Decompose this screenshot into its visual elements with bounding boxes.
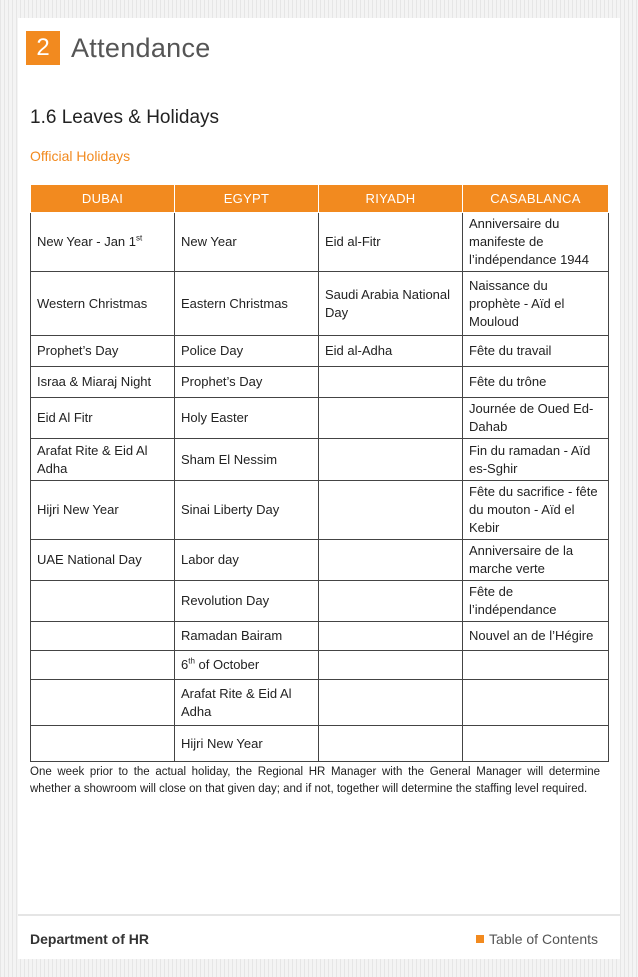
table-cell: 6th of October [175, 651, 319, 680]
table-cell: Eid Al Fitr [31, 398, 175, 439]
cell-text: New Year - Jan 1st [37, 233, 143, 249]
table-cell [319, 439, 463, 481]
table-cell: Holy Easter [175, 398, 319, 439]
table-cell [463, 680, 609, 726]
table-row [31, 439, 609, 481]
document-page [18, 18, 620, 959]
table-cell [319, 622, 463, 651]
table-cell: Fête de l’indépendance [463, 581, 609, 622]
holidays-table [30, 184, 609, 762]
table-cell: Fête du trône [463, 367, 609, 398]
column-header-casablanca: CASABLANCA [463, 185, 609, 213]
table-cell: UAE National Day [31, 540, 175, 581]
table-of-contents-label: Table of Contents [489, 931, 598, 947]
table-cell [463, 651, 609, 680]
table-cell: Eid al-Adha [319, 336, 463, 367]
table-cell: Revolution Day [175, 581, 319, 622]
square-bullet-icon [476, 935, 484, 943]
table-row [31, 213, 609, 272]
table-cell: Fête du sacrifice - fête du mouton - Aïd el Kebir [463, 481, 609, 540]
table-cell: Ramadan Bairam [175, 622, 319, 651]
table-cell [319, 726, 463, 762]
table-of-contents-link[interactable] [476, 931, 598, 947]
table-cell: Fête du travail [463, 336, 609, 367]
footer-department: Department of HR [30, 931, 150, 947]
table-cell: Hijri New Year [31, 481, 175, 540]
table-cell: Saudi Arabia National Day [319, 272, 463, 336]
table-cell [319, 680, 463, 726]
table-cell [31, 726, 175, 762]
table-cell [463, 726, 609, 762]
table-header-row [31, 185, 609, 213]
table-cell: Anniversaire du manifeste de l’indépendance 1944 [463, 213, 609, 272]
policy-note: One week prior to the actual holiday, the Regional HR Manager with the General Manager will determine whether a showroom will close on that given day; and if not, together will determine the staffing level required. [30, 766, 600, 795]
table-row [31, 581, 609, 622]
table-cell: Western Christmas [31, 272, 175, 336]
table-cell [31, 651, 175, 680]
chapter-title: Attendance [71, 32, 211, 63]
table-cell: Arafat Rite & Eid Al Adha [175, 680, 319, 726]
table-cell: Sham El Nessim [175, 439, 319, 481]
table-cell: Prophet’s Day [31, 336, 175, 367]
table-cell: Labor day [175, 540, 319, 581]
table-cell: Hijri New Year [175, 726, 319, 762]
table-cell: Anniversaire de la marche verte [463, 540, 609, 581]
table-cell [319, 540, 463, 581]
column-header-egypt: EGYPT [175, 185, 319, 213]
column-header-dubai: DUBAI [31, 185, 175, 213]
table-row [31, 398, 609, 439]
section-title: 1.6 Leaves & Holidays [30, 107, 220, 128]
table-cell: Police Day [175, 336, 319, 367]
table-cell [319, 481, 463, 540]
table-row [31, 651, 609, 680]
table-cell: New Year [175, 213, 319, 272]
table-cell: Eid al-Fitr [319, 213, 463, 272]
footer-divider [18, 914, 620, 916]
table-cell: Sinai Liberty Day [175, 481, 319, 540]
table-cell: Arafat Rite & Eid Al Adha [31, 439, 175, 481]
column-header-riyadh: RIYADH [319, 185, 463, 213]
table-cell [319, 651, 463, 680]
table-cell [31, 581, 175, 622]
table-cell: Journée de Oued Ed-Dahab [463, 398, 609, 439]
table-cell [319, 581, 463, 622]
table-cell: Naissance du prophète - Aïd el Mouloud [463, 272, 609, 336]
table-cell [319, 398, 463, 439]
chapter-header [26, 31, 211, 65]
table-row [31, 481, 609, 540]
table-cell: Israa & Miaraj Night [31, 367, 175, 398]
subsection-title: Official Holidays [30, 148, 131, 164]
table-row [31, 726, 609, 762]
table-cell [31, 680, 175, 726]
table-row [31, 367, 609, 398]
table-row [31, 272, 609, 336]
table-row [31, 336, 609, 367]
table-row [31, 540, 609, 581]
table-cell [319, 367, 463, 398]
table-cell: Prophet’s Day [175, 367, 319, 398]
table-cell [31, 622, 175, 651]
table-cell [31, 213, 175, 272]
table-cell: Eastern Christmas [175, 272, 319, 336]
table-row [31, 622, 609, 651]
table-cell: Nouvel an de l’Hégire [463, 622, 609, 651]
table-cell: Fin du ramadan - Aïd es-Sghir [463, 439, 609, 481]
table-row [31, 680, 609, 726]
chapter-number-badge: 2 [26, 31, 60, 65]
